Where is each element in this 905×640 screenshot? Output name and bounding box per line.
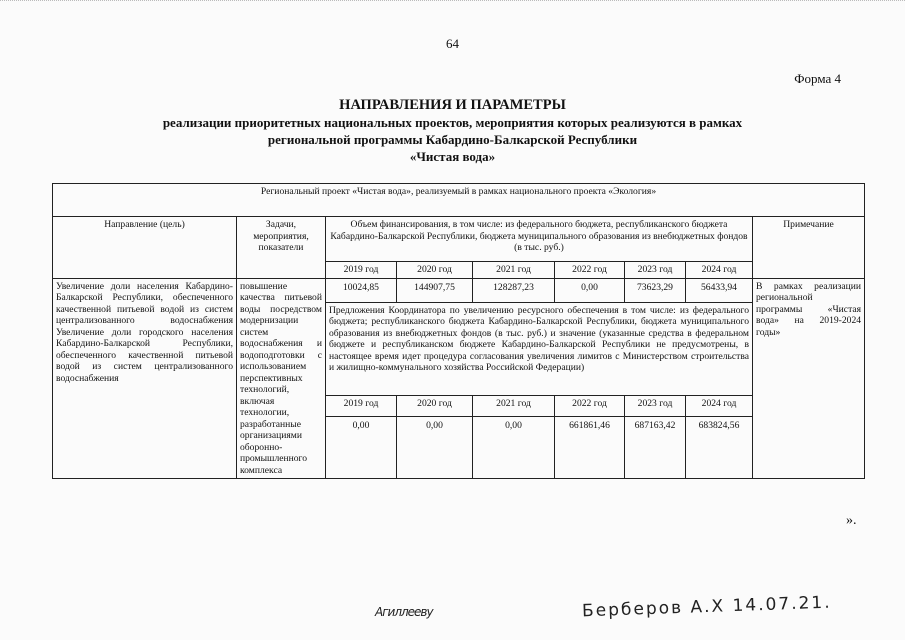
project-header-cell: Региональный проект «Чистая вода», реализуемый в рамках национального проекта «Экология»: [53, 184, 865, 217]
financing-value: 0,00: [555, 278, 625, 302]
header-row: [53, 217, 865, 262]
direction-header: Направление (цель): [53, 217, 237, 279]
direction-cell: Увеличение доли населения Кабардино-Балкарской Республики, обеспеченного качественной питьевой водой из систем централизованного водоснабжения Увеличение доли городского населения Кабардино-Балкарской Республики, обеспеченного качественной питьевой водой из систем централизованного водоснабжения: [53, 278, 237, 479]
financing-header: Объем финансирования, в том числе: из федерального бюджета, республиканского бюджета Кабардино-Балкарской Республики, бюджета муниципального образования из внебюджетных фондов (в тыс. руб.): [326, 217, 753, 262]
title-line-1: НАПРАВЛЕНИЯ И ПАРАМЕТРЫ: [339, 97, 566, 113]
top-edge-line: [0, 0, 905, 6]
year-cell: 2023 год: [625, 396, 686, 417]
year-cell: 2019 год: [326, 262, 397, 279]
year-cell: 2024 год: [686, 262, 753, 279]
year-cell: 2023 год: [625, 262, 686, 279]
proposal-value: 0,00: [397, 417, 473, 479]
year-cell: 2021 год: [473, 396, 555, 417]
year-cell: 2024 год: [686, 396, 753, 417]
title-line-4: «Чистая вода»: [409, 149, 496, 164]
tasks-cell: повышение качества питьевой воды посредством модернизации систем водоснабжения и водоподготовки с использованием перспективных технологий, включая технологии, разработанные организациями оборонно-промышленного комплекса: [237, 278, 326, 479]
proposal-value: 0,00: [473, 417, 555, 479]
year-cell: 2021 год: [473, 262, 555, 279]
proposal-value: 0,00: [326, 417, 397, 479]
year-cell: 2020 год: [397, 396, 473, 417]
year-cell: 2022 год: [555, 396, 625, 417]
proposal-value: 687163,42: [625, 417, 686, 479]
title-line-2: реализации приоритетных национальных проектов, мероприятия которых реализуются в рамках: [162, 115, 743, 130]
proposals-text: Предложения Координатора по увеличению ресурсного обеспечения в том числе: из федерального бюджета; республиканского бюджета Кабардино-Балкарской Республики, бюджета муниципального образования из внебюджетных фондов (в тыс. руб.) и значение (указанные средства в федеральном бюджете и республиканском бюджете Кабардино-Балкарской Республики не предусмотрены, в настоящее время идет процедура согласования увеличения лимитов с Министерством строительства и жилищно-коммунального хозяйства Российской Федерации): [326, 302, 753, 396]
document-title: [0, 97, 905, 165]
year-cell: 2022 год: [555, 262, 625, 279]
page-number: 64: [446, 36, 459, 51]
financing-values-row: [53, 278, 865, 302]
financing-value: 128287,23: [473, 278, 555, 302]
year-cell: 2020 год: [397, 262, 473, 279]
proposal-value: 683824,56: [686, 417, 753, 479]
tasks-header: Задачи, мероприятия, показатели: [237, 217, 326, 279]
year-cell: 2019 год: [326, 396, 397, 417]
financing-value: 10024,85: [326, 278, 397, 302]
signature-right: Берберов А.Х 14.07.21.: [581, 592, 832, 622]
closing-mark: ».: [846, 513, 857, 528]
financing-value: 144907,75: [397, 278, 473, 302]
financing-value: 73623,29: [625, 278, 686, 302]
parameters-table: [52, 183, 865, 479]
note-header: Примечание: [753, 217, 865, 279]
note-cell: В рамках реализации региональной программы «Чистая вода» на 2019-2024 годы»: [753, 278, 865, 479]
project-header-row: [53, 184, 865, 217]
financing-value: 56433,94: [686, 278, 753, 302]
form-label: Форма 4: [794, 71, 841, 86]
title-line-3: региональной программы Кабардино-Балкарской Республики: [267, 132, 638, 147]
proposal-value: 661861,46: [555, 417, 625, 479]
signature-left: Агиллееву: [375, 605, 433, 619]
